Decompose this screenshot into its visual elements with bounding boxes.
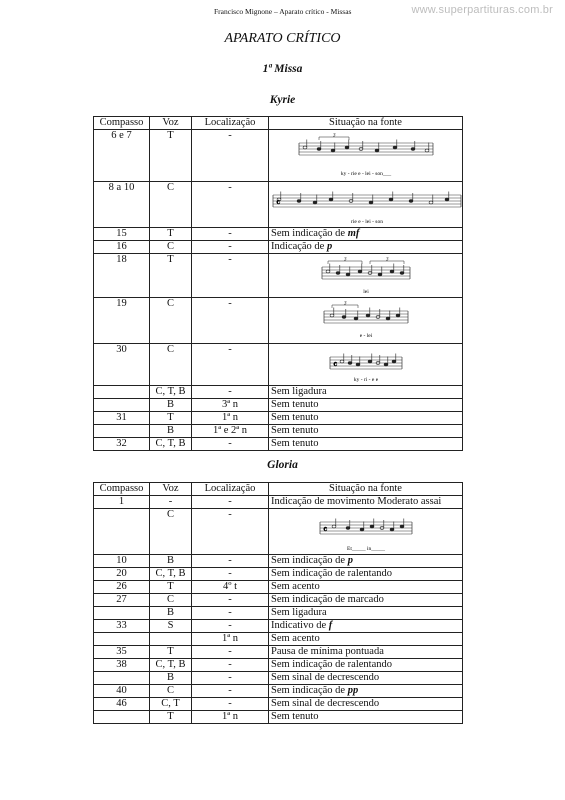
situacao-text: Sem sinal de decrescendo — [271, 672, 380, 683]
table-row — [94, 182, 463, 228]
lyric-text: ky - ri - e e — [353, 377, 378, 383]
note-head — [313, 201, 317, 204]
note-head — [370, 525, 374, 528]
cell-compasso: 10 — [94, 555, 150, 568]
cell-situacao — [269, 182, 463, 228]
cell-localizacao: - — [192, 298, 269, 344]
cell-situacao — [269, 555, 463, 568]
cell-localizacao: - — [192, 555, 269, 568]
cell-compasso: 20 — [94, 568, 150, 581]
note-head — [384, 363, 388, 366]
table-row — [94, 646, 463, 659]
col-header-compasso: Compasso — [94, 483, 150, 496]
cell-compasso: 18 — [94, 254, 150, 298]
cell-voz: B — [150, 555, 192, 568]
table-row — [94, 425, 463, 438]
situacao-text: Sem tenuto — [271, 412, 319, 423]
situacao-text: Sem tenuto — [271, 399, 319, 410]
cell-compasso: 27 — [94, 594, 150, 607]
time-signature: 𝄴 — [276, 198, 281, 209]
table-row — [94, 344, 463, 386]
table-row — [94, 496, 463, 509]
cell-compasso: 15 — [94, 228, 150, 241]
note-head — [331, 149, 335, 152]
note-head — [386, 317, 390, 320]
time-signature: 𝄴 — [332, 360, 337, 371]
cell-compasso: 16 — [94, 241, 150, 254]
note-head — [329, 198, 333, 201]
cell-situacao — [269, 672, 463, 685]
cell-localizacao: 1ª n — [192, 633, 269, 646]
note-head — [389, 198, 393, 201]
table-row — [94, 607, 463, 620]
cell-voz: T — [150, 412, 192, 425]
cell-situacao — [269, 620, 463, 633]
cell-compasso: 8 a 10 — [94, 182, 150, 228]
cell-voz: - — [150, 496, 192, 509]
table-row — [94, 594, 463, 607]
cell-localizacao: - — [192, 509, 269, 555]
note-head — [354, 317, 358, 320]
situacao-text: Indicativo de — [271, 620, 329, 631]
note-head — [409, 200, 413, 203]
cell-localizacao: - — [192, 646, 269, 659]
music-excerpt — [271, 185, 463, 227]
table-row — [94, 633, 463, 646]
note-head — [346, 527, 350, 530]
cell-compasso: 1 — [94, 496, 150, 509]
gloria-heading: Gloria — [267, 459, 298, 471]
situacao-text: Sem indicação de ralentando — [271, 568, 392, 579]
table-row — [94, 386, 463, 399]
cell-localizacao: - — [192, 672, 269, 685]
cell-voz: T — [150, 711, 192, 724]
table-row — [94, 438, 463, 451]
note-head — [332, 525, 336, 528]
cell-voz: C — [150, 509, 192, 555]
cell-localizacao: - — [192, 182, 269, 228]
note-head — [358, 270, 362, 273]
situacao-text: Sem indicação de — [271, 228, 348, 239]
page-header: Francisco Mignone – Aparato crítico - Missas — [214, 7, 352, 16]
cell-localizacao: - — [192, 496, 269, 509]
cell-voz: C — [150, 182, 192, 228]
cell-situacao — [269, 438, 463, 451]
table-row — [94, 568, 463, 581]
cell-situacao — [269, 386, 463, 399]
cell-localizacao: 1ª e 2ª n — [192, 425, 269, 438]
dynamic-marking: p — [326, 241, 333, 252]
cell-situacao — [269, 496, 463, 509]
page-title: APARATO CRÍTICO — [224, 31, 341, 46]
note-head — [330, 314, 334, 317]
situacao-text: Indicação de — [271, 241, 327, 252]
kyrie-table — [93, 116, 463, 451]
cell-voz: T — [150, 228, 192, 241]
cell-compasso: 30 — [94, 344, 150, 386]
cell-situacao — [269, 228, 463, 241]
cell-situacao — [269, 298, 463, 344]
note-head — [400, 525, 404, 528]
cell-voz: B — [150, 607, 192, 620]
note-head — [342, 316, 346, 319]
col-header-voz: Voz — [150, 483, 192, 496]
cell-voz — [150, 633, 192, 646]
cell-localizacao: - — [192, 685, 269, 698]
cell-compasso — [94, 711, 150, 724]
table-row — [94, 254, 463, 298]
cell-situacao — [269, 425, 463, 438]
cell-situacao — [269, 344, 463, 386]
situacao-text: Sem tenuto — [271, 425, 319, 436]
music-excerpt — [320, 257, 412, 297]
cell-compasso — [94, 425, 150, 438]
cell-localizacao: - — [192, 698, 269, 711]
situacao-text: Sem acento — [271, 633, 320, 644]
note-head — [445, 198, 449, 201]
cell-localizacao: - — [192, 620, 269, 633]
cell-voz: C — [150, 344, 192, 386]
note-head — [346, 273, 350, 276]
cell-voz: S — [150, 620, 192, 633]
lyric-text: ky - rie e - lei - son___ — [340, 171, 391, 177]
tuplet-number: 3 — [332, 133, 335, 139]
table-row — [94, 298, 463, 344]
cell-compasso — [94, 607, 150, 620]
situacao-text: Sem indicação de ralentando — [271, 659, 392, 670]
note-head — [366, 314, 370, 317]
cell-voz: C, T, B — [150, 659, 192, 672]
table-row — [94, 399, 463, 412]
cell-compasso: 19 — [94, 298, 150, 344]
note-head — [400, 272, 404, 275]
note-head — [303, 146, 307, 149]
cell-situacao — [269, 254, 463, 298]
cell-voz: C — [150, 298, 192, 344]
note-head — [317, 148, 321, 151]
music-excerpt — [328, 347, 404, 385]
table-row — [94, 620, 463, 633]
cell-localizacao: 1ª n — [192, 412, 269, 425]
note-head — [378, 273, 382, 276]
lyric-text: lei — [362, 289, 369, 295]
cell-localizacao: - — [192, 594, 269, 607]
cell-situacao — [269, 646, 463, 659]
tuplet-number: 3 — [343, 301, 346, 307]
cell-compasso: 26 — [94, 581, 150, 594]
tuplet-number: 3 — [343, 257, 346, 263]
cell-situacao — [269, 633, 463, 646]
music-excerpt — [297, 133, 435, 179]
col-header-situacao: Situação na fonte — [269, 117, 463, 130]
cell-localizacao: - — [192, 344, 269, 386]
note-head — [345, 146, 349, 149]
cell-localizacao: - — [192, 386, 269, 399]
note-head — [390, 270, 394, 273]
note-head — [326, 270, 330, 273]
situacao-text: Sem ligadura — [271, 607, 327, 618]
cell-compasso: 31 — [94, 412, 150, 425]
cell-voz: C, T — [150, 698, 192, 711]
cell-compasso: 33 — [94, 620, 150, 633]
cell-voz: C — [150, 241, 192, 254]
dynamic-marking: f — [328, 620, 333, 631]
cell-localizacao: - — [192, 228, 269, 241]
cell-voz: C — [150, 594, 192, 607]
dynamic-marking: p — [347, 555, 353, 566]
cell-localizacao: - — [192, 438, 269, 451]
cell-compasso: 40 — [94, 685, 150, 698]
note-head — [390, 528, 394, 531]
table-row — [94, 509, 463, 555]
table-row — [94, 698, 463, 711]
situacao-text: Sem indicação de marcado — [271, 594, 384, 605]
time-signature: 𝄴 — [322, 525, 327, 536]
cell-compasso — [94, 399, 150, 412]
cell-compasso: 35 — [94, 646, 150, 659]
table-row — [94, 555, 463, 568]
cell-situacao — [269, 659, 463, 672]
note-head — [429, 201, 433, 204]
table-row — [94, 130, 463, 182]
page-subtitle: 1ª Missa — [262, 63, 303, 75]
cell-situacao — [269, 685, 463, 698]
watermark: www.superpartituras.com.br — [411, 4, 553, 16]
note-head — [368, 360, 372, 363]
table-row — [94, 685, 463, 698]
cell-voz: C, T, B — [150, 386, 192, 399]
col-header-situacao: Situação na fonte — [269, 483, 463, 496]
cell-localizacao: - — [192, 241, 269, 254]
cell-compasso: 32 — [94, 438, 150, 451]
cell-voz: C — [150, 685, 192, 698]
table-row — [94, 228, 463, 241]
situacao-text: Sem sinal de decrescendo — [271, 698, 380, 709]
cell-voz: T — [150, 254, 192, 298]
cell-situacao — [269, 399, 463, 412]
cell-situacao — [269, 241, 463, 254]
table-row — [94, 581, 463, 594]
note-head — [425, 149, 429, 152]
col-header-localizacao: Localização — [192, 483, 269, 496]
cell-localizacao: - — [192, 659, 269, 672]
tuplet-number: 3 — [385, 257, 388, 263]
cell-voz: T — [150, 646, 192, 659]
lyric-text: e - lei — [359, 333, 372, 339]
note-head — [340, 360, 344, 363]
note-head — [393, 146, 397, 149]
note-head — [336, 272, 340, 275]
table-row — [94, 659, 463, 672]
cell-situacao — [269, 711, 463, 724]
cell-compasso — [94, 672, 150, 685]
cell-localizacao: - — [192, 254, 269, 298]
cell-voz: C, T, B — [150, 568, 192, 581]
lyric-text: rie e - lei - son — [351, 219, 383, 225]
cell-compasso: 6 e 7 — [94, 130, 150, 182]
table-row — [94, 672, 463, 685]
cell-localizacao: - — [192, 130, 269, 182]
cell-voz: T — [150, 581, 192, 594]
cell-localizacao: - — [192, 607, 269, 620]
kyrie-heading: Kyrie — [269, 94, 296, 106]
music-excerpt — [318, 512, 414, 554]
dynamic-marking: mf — [347, 228, 360, 239]
note-head — [369, 201, 373, 204]
gloria-table — [93, 482, 463, 724]
cell-localizacao: - — [192, 568, 269, 581]
music-excerpt — [322, 301, 410, 341]
cell-compasso — [94, 509, 150, 555]
col-header-compasso: Compasso — [94, 117, 150, 130]
cell-situacao — [269, 412, 463, 425]
lyric-text: Et_____ in_____ — [346, 546, 385, 552]
cell-situacao — [269, 698, 463, 711]
note-head — [356, 363, 360, 366]
cell-situacao — [269, 130, 463, 182]
col-header-voz: Voz — [150, 117, 192, 130]
cell-localizacao: 3ª n — [192, 399, 269, 412]
situacao-text: Sem acento — [271, 581, 320, 592]
situacao-text: Sem indicação de — [271, 555, 348, 566]
note-head — [297, 200, 301, 203]
cell-situacao — [269, 581, 463, 594]
cell-compasso: 46 — [94, 698, 150, 711]
situacao-text: Sem tenuto — [271, 438, 319, 449]
table-row — [94, 241, 463, 254]
cell-situacao — [269, 509, 463, 555]
note-head — [396, 314, 400, 317]
cell-compasso — [94, 386, 150, 399]
note-head — [375, 149, 379, 152]
table-header-row — [94, 117, 463, 130]
table-row — [94, 711, 463, 724]
cell-localizacao: 4º t — [192, 581, 269, 594]
situacao-text: Indicação de movimento Moderato assai — [271, 496, 442, 507]
situacao-text: Sem ligadura — [271, 386, 327, 397]
cell-localizacao: 1ª n — [192, 711, 269, 724]
cell-voz: B — [150, 399, 192, 412]
cell-voz: B — [150, 672, 192, 685]
cell-compasso: 38 — [94, 659, 150, 672]
table-header-row — [94, 483, 463, 496]
cell-situacao — [269, 607, 463, 620]
situacao-text: Pausa de mínima pontuada — [271, 646, 384, 657]
cell-voz: C, T, B — [150, 438, 192, 451]
situacao-text: Sem tenuto — [271, 711, 319, 722]
dynamic-marking: pp — [347, 685, 359, 696]
col-header-localizacao: Localização — [192, 117, 269, 130]
note-head — [392, 360, 396, 363]
cell-situacao — [269, 594, 463, 607]
note-head — [360, 528, 364, 531]
cell-situacao — [269, 568, 463, 581]
situacao-text: Sem indicação de — [271, 685, 348, 696]
cell-voz: B — [150, 425, 192, 438]
table-row — [94, 412, 463, 425]
note-head — [348, 362, 352, 365]
note-head — [411, 148, 415, 151]
cell-voz: T — [150, 130, 192, 182]
cell-compasso — [94, 633, 150, 646]
